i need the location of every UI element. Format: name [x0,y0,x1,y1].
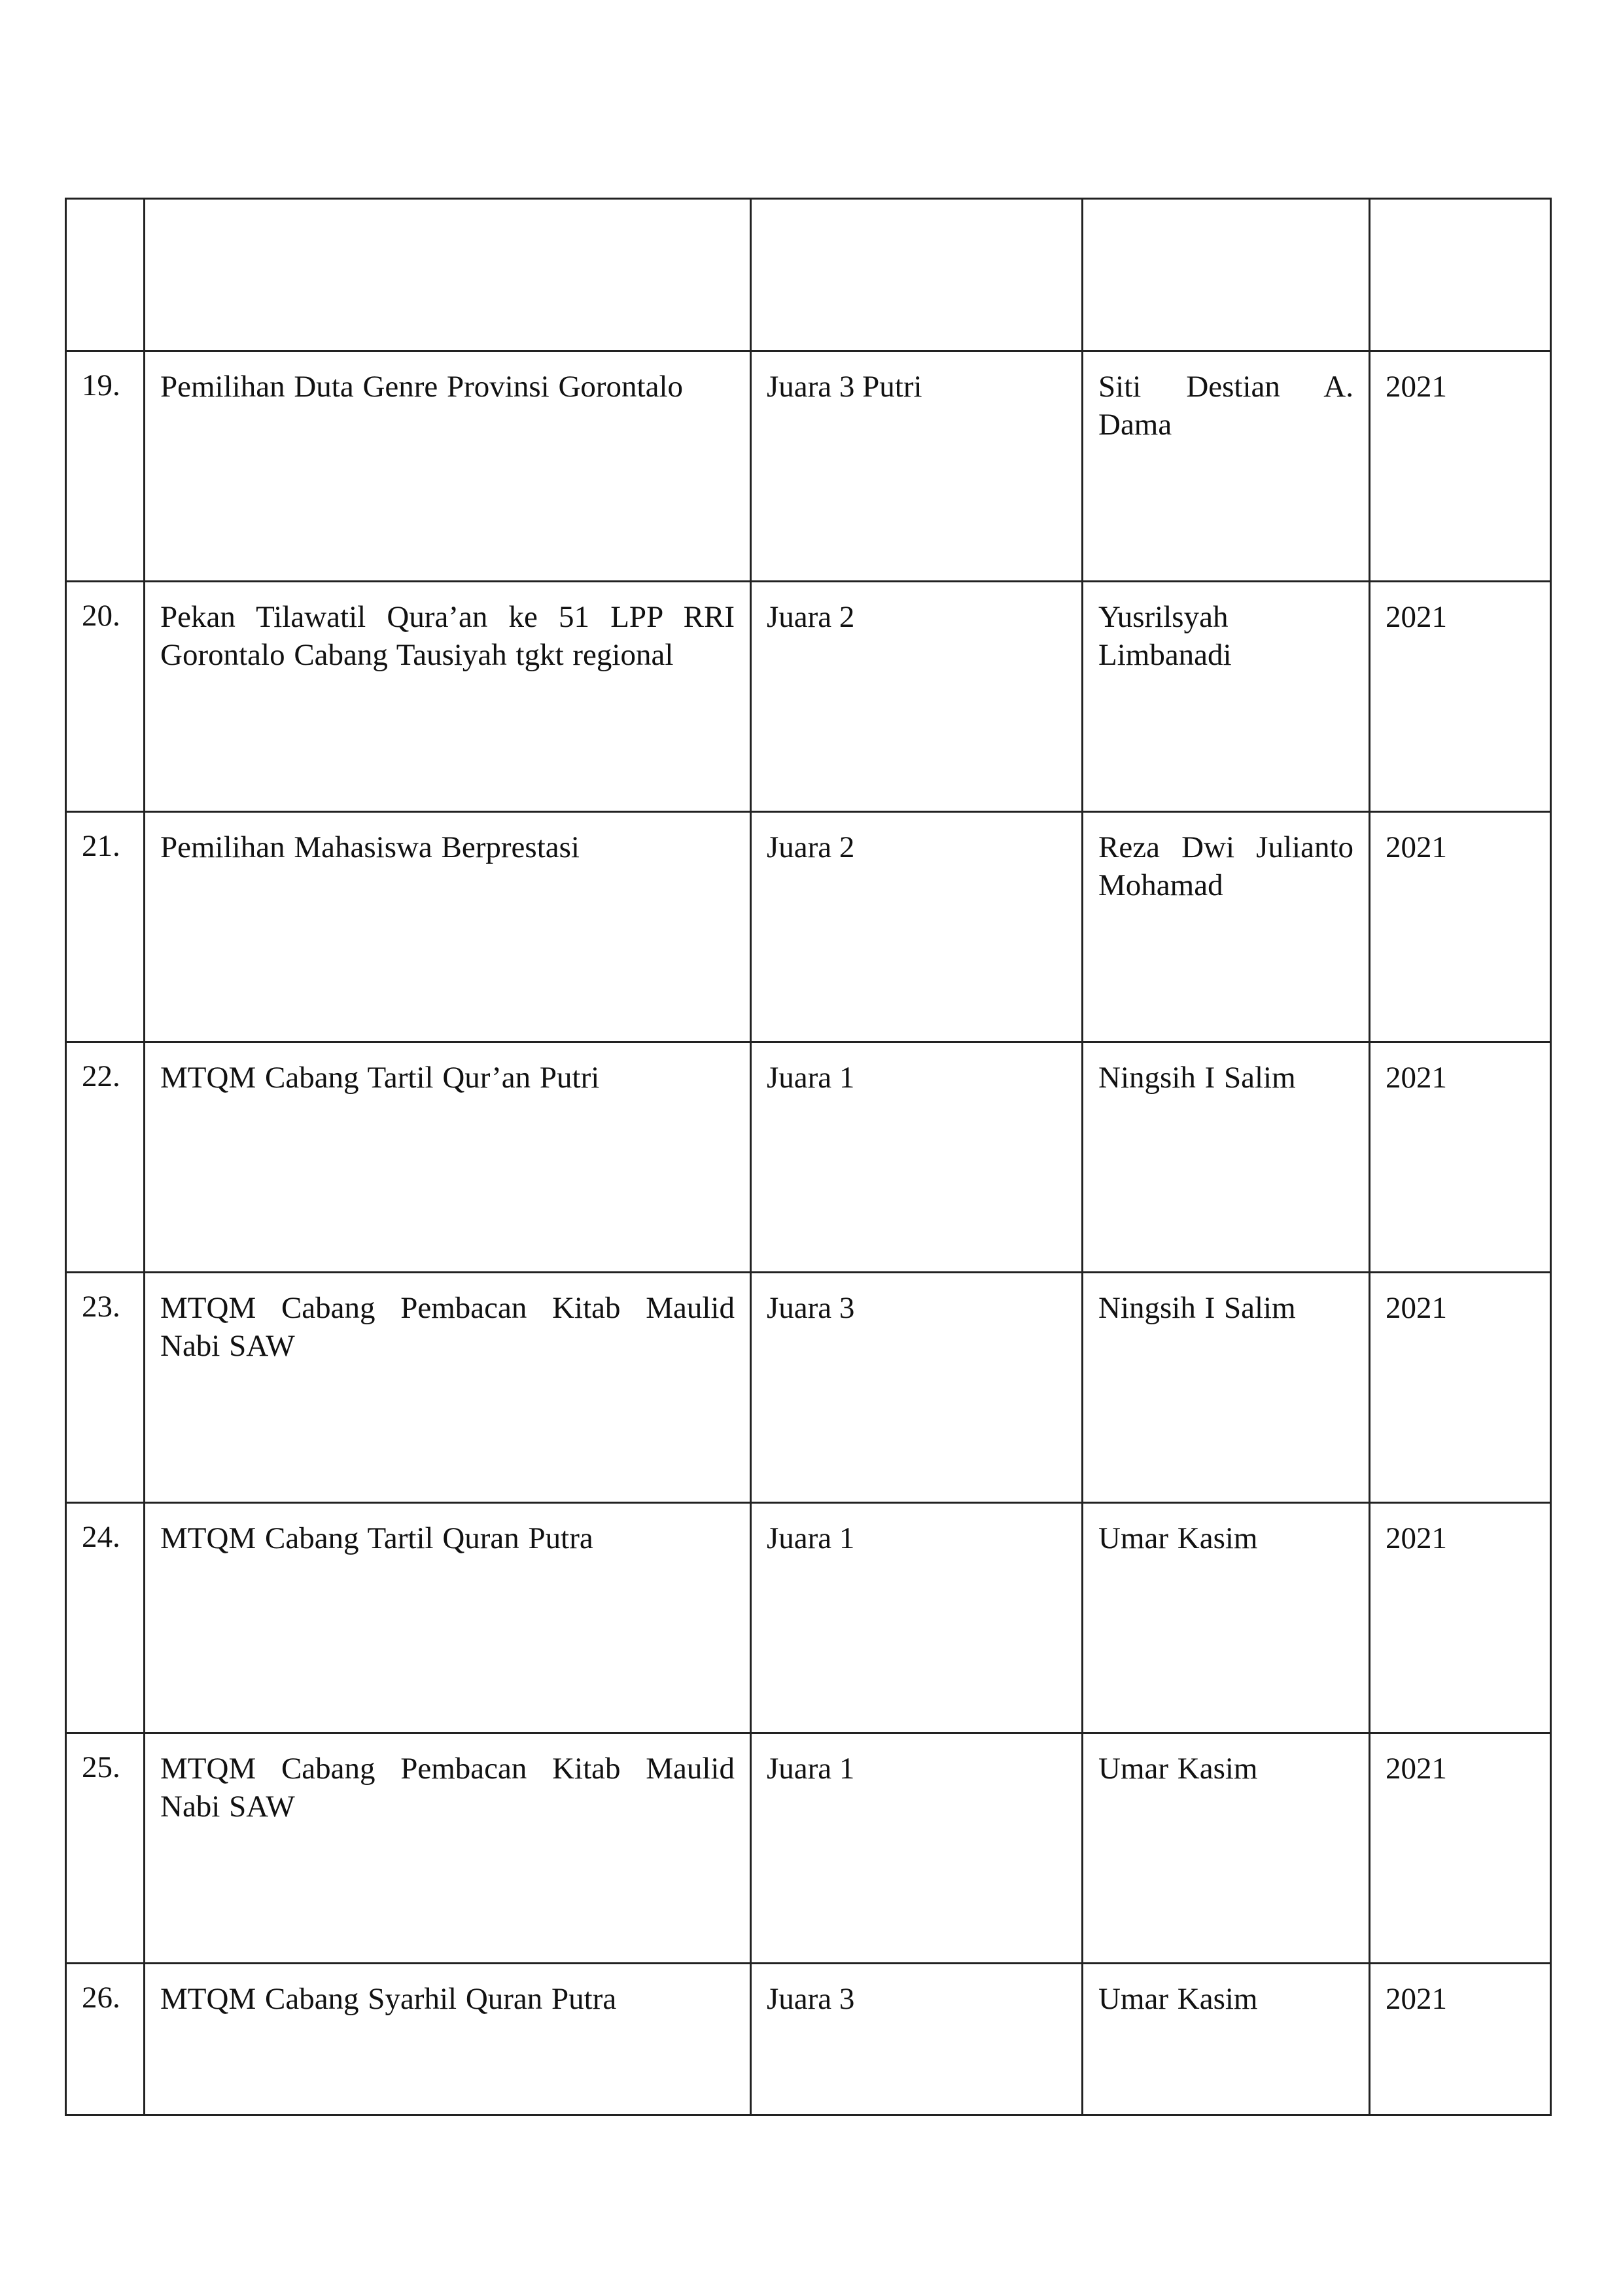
row-number-cell: 25. [66,1733,145,1964]
rank-cell: Juara 3 [751,1273,1083,1503]
table-row [66,1733,1551,1964]
winner-cell: Ningsih I Salim [1083,1273,1370,1503]
table-row [66,1503,1551,1733]
year-cell: 2021 [1370,812,1551,1042]
rank-cell [751,199,1083,351]
table-row [66,1273,1551,1503]
table-row [66,582,1551,812]
winner-cell: Yusrilsyah Limbanadi [1083,582,1370,812]
competition-name-cell: MTQM Cabang Pembacan Kitab Maulid Nabi SAW [145,1273,751,1503]
year-cell: 2021 [1370,351,1551,582]
row-number-cell [66,199,145,351]
row-number-cell: 26. [66,1964,145,2115]
competition-name-cell: MTQM Cabang Tartil Quran Putra [145,1503,751,1733]
table-row [66,812,1551,1042]
winner-cell [1083,199,1370,351]
competition-name-cell: MTQM Cabang Pembacan Kitab Maulid Nabi SAW [145,1733,751,1964]
year-cell: 2021 [1370,582,1551,812]
year-cell: 2021 [1370,1273,1551,1503]
competition-name-cell: Pemilihan Mahasiswa Berprestasi [145,812,751,1042]
table-row [66,351,1551,582]
competition-name-cell: Pekan Tilawatil Qura’an ke 51 LPP RRI Gorontalo Cabang Tausiyah tgkt regional [145,582,751,812]
year-cell: 2021 [1370,1964,1551,2115]
rank-cell: Juara 3 Putri [751,351,1083,582]
table-row [66,199,1551,351]
competition-name-cell: MTQM Cabang Syarhil Quran Putra [145,1964,751,2115]
competition-name-cell: MTQM Cabang Tartil Qur’an Putri [145,1042,751,1273]
row-number-cell: 23. [66,1273,145,1503]
rank-cell: Juara 2 [751,582,1083,812]
competition-name-cell [145,199,751,351]
winner-cell: Ningsih I Salim [1083,1042,1370,1273]
winner-cell: Umar Kasim [1083,1733,1370,1964]
year-cell [1370,199,1551,351]
row-number-cell: 19. [66,351,145,582]
rank-cell: Juara 2 [751,812,1083,1042]
winner-cell: Umar Kasim [1083,1964,1370,2115]
row-number-cell: 20. [66,582,145,812]
rank-cell: Juara 3 [751,1964,1083,2115]
year-cell: 2021 [1370,1733,1551,1964]
winner-cell: Reza Dwi Julianto Mohamad [1083,812,1370,1042]
year-cell: 2021 [1370,1042,1551,1273]
row-number-cell: 21. [66,812,145,1042]
rank-cell: Juara 1 [751,1733,1083,1964]
achievements-table [65,198,1552,2116]
row-number-cell: 22. [66,1042,145,1273]
rank-cell: Juara 1 [751,1042,1083,1273]
winner-cell: Siti Destian A. Dama [1083,351,1370,582]
year-cell: 2021 [1370,1503,1551,1733]
rank-cell: Juara 1 [751,1503,1083,1733]
table-row [66,1964,1551,2115]
winner-cell: Umar Kasim [1083,1503,1370,1733]
competition-name-cell: Pemilihan Duta Genre Provinsi Gorontalo [145,351,751,582]
table-row [66,1042,1551,1273]
row-number-cell: 24. [66,1503,145,1733]
